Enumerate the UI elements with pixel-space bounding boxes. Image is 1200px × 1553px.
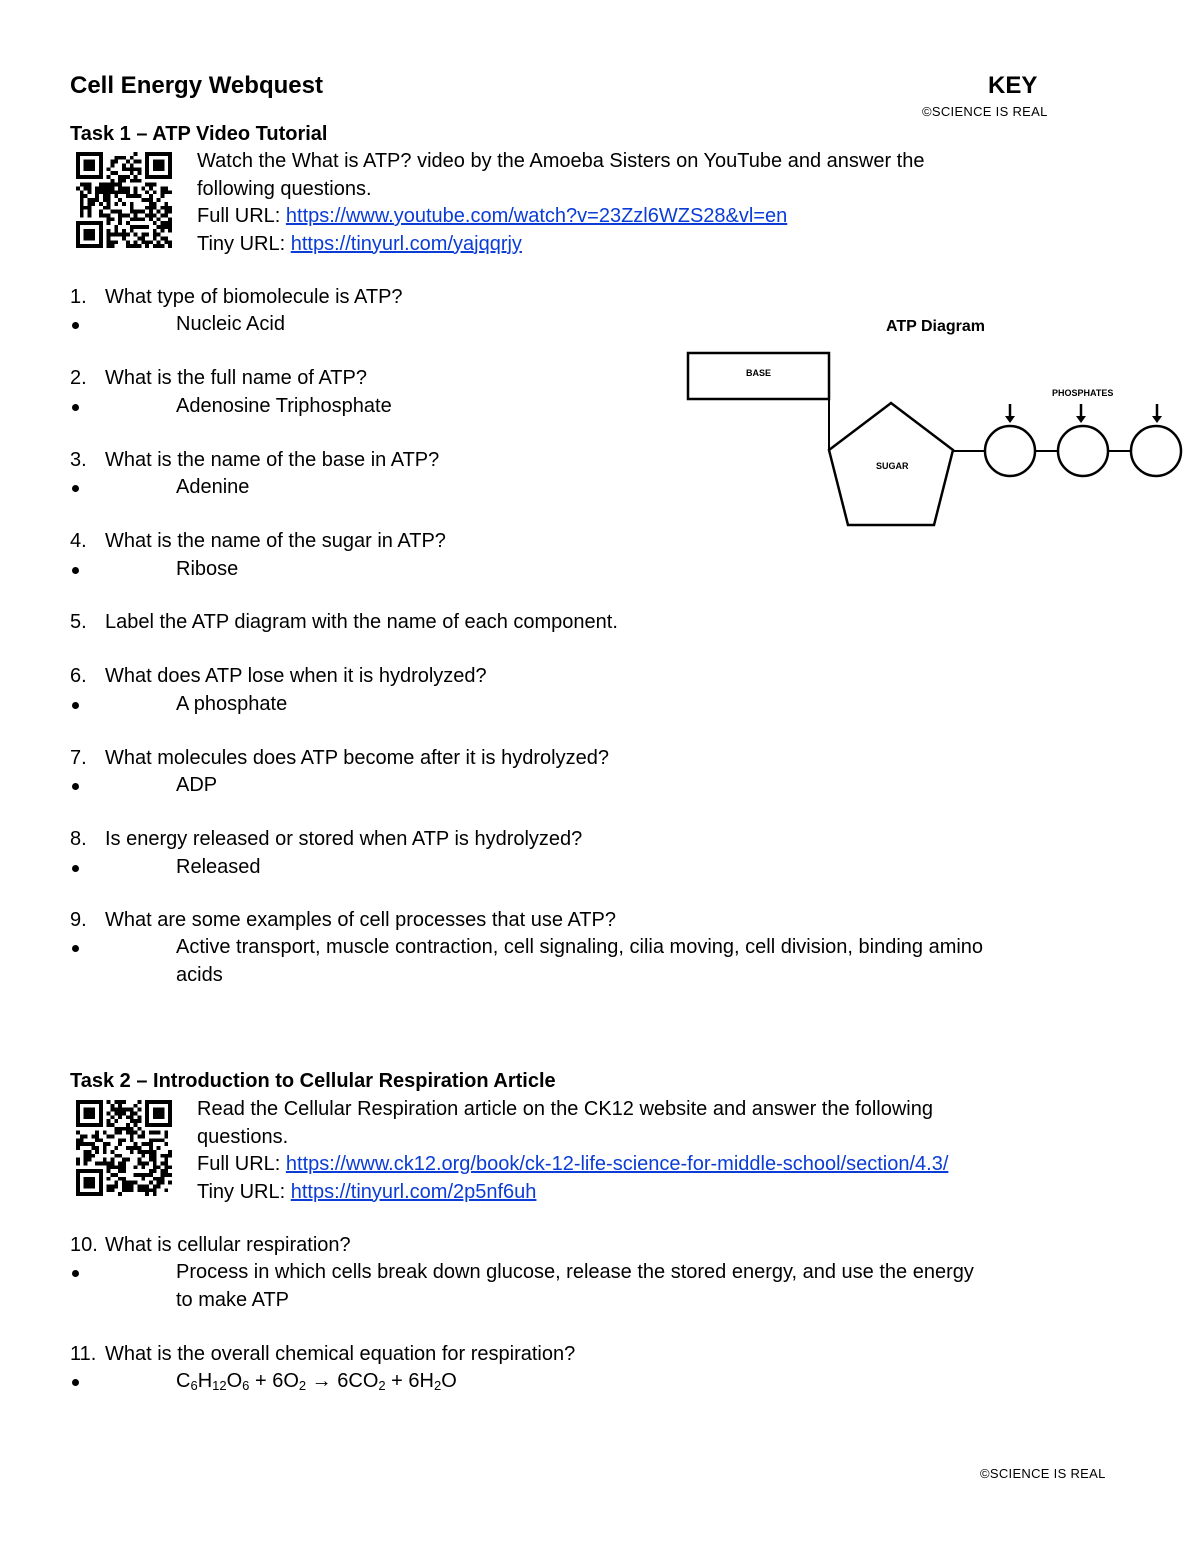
answer-text: Ribose — [176, 558, 239, 580]
right-arrow-icon: → — [306, 1370, 338, 1392]
bullet-icon — [72, 1379, 79, 1386]
diagram-title: ATP Diagram — [886, 318, 985, 335]
answer-text — [176, 1259, 1136, 1314]
question-text: What does ATP lose when it is hydrolyzed? — [105, 665, 487, 687]
eq-subscript: 12 — [212, 1378, 227, 1393]
tiny-url-label: Tiny URL: — [197, 232, 291, 255]
phosphate-circle — [1058, 426, 1108, 476]
atp-diagram — [680, 345, 1190, 535]
question-text: What is the overall chemical equation for respiration? — [105, 1343, 576, 1365]
question-number: 4. — [70, 530, 87, 552]
phosphate-circle — [1131, 426, 1181, 476]
question-text: What type of biomolecule is ATP? — [105, 286, 403, 308]
bullet-icon — [72, 1270, 79, 1277]
bullet-icon — [72, 783, 79, 790]
answer-text: Released — [176, 856, 261, 878]
eq-subscript: 6 — [190, 1378, 198, 1393]
task1-intro — [197, 148, 1097, 258]
question-11 — [70, 1341, 770, 1369]
phosphates-label: PHOSPHATES — [1052, 388, 1114, 398]
bullet-icon — [72, 945, 79, 952]
answer-text: Adenosine Triphosphate — [176, 395, 392, 417]
eq-part: + 6O — [249, 1370, 299, 1392]
question-8 — [70, 826, 770, 854]
eq-part: O — [226, 1370, 243, 1392]
question-6 — [70, 663, 770, 691]
full-url-label: Full URL: — [197, 1153, 286, 1175]
answer-text: A phosphate — [176, 693, 288, 715]
bullet-icon — [72, 322, 79, 329]
answer-line: Process in which cells break down glucose, release the stored energy, and use the energy — [176, 1261, 974, 1283]
ck12-tiny-link[interactable]: https://tinyurl.com/2p5nf6uh — [290, 1180, 537, 1203]
question-number: 6. — [70, 665, 87, 687]
eq-part: O — [441, 1370, 457, 1392]
qr-code-ck12 — [76, 1100, 172, 1196]
question-2 — [70, 365, 670, 393]
down-arrow-icon — [1076, 404, 1086, 423]
question-number: 10. — [70, 1234, 98, 1256]
answer-9 — [72, 934, 1052, 990]
task2-intro-line1: Read the Cellular Respiration article on the CK12 website and answer the following — [197, 1098, 933, 1120]
question-1 — [70, 284, 670, 312]
bullet-icon — [72, 702, 79, 709]
tiny-url-label: Tiny URL: — [197, 1180, 291, 1203]
down-arrow-icon — [1005, 404, 1015, 423]
chemical-equation — [176, 1368, 1156, 1400]
eq-subscript: 2 — [298, 1378, 307, 1393]
task1-full-url-row — [197, 203, 1097, 231]
task2-intro — [197, 1096, 1157, 1206]
page-title: Cell Energy Webquest — [70, 72, 323, 99]
task1-tiny-url-row — [197, 231, 1097, 259]
eq-subscript: 2 — [433, 1378, 442, 1393]
question-3 — [70, 447, 670, 475]
question-text: What is cellular respiration? — [105, 1234, 351, 1256]
key-label: KEY — [988, 72, 1038, 99]
question-number: 2. — [70, 367, 87, 389]
question-text: What is the name of the base in ATP? — [105, 449, 440, 471]
question-text: What is the full name of ATP? — [105, 367, 367, 389]
answer-text — [176, 934, 1136, 989]
question-number: 5. — [70, 611, 87, 633]
question-number: 9. — [70, 909, 87, 931]
qr-code-youtube — [76, 152, 172, 248]
question-5 — [70, 609, 770, 637]
copyright-top: ©SCIENCE IS REAL — [922, 104, 1048, 119]
question-9 — [70, 907, 770, 935]
bullet-icon — [72, 865, 79, 872]
question-text: What molecules does ATP become after it is hydrolyzed? — [105, 747, 609, 769]
bullet-icon — [72, 485, 79, 492]
answer-text: Nucleic Acid — [176, 313, 285, 335]
task2-heading: Task 2 – Introduction to Cellular Respiration Article — [70, 1070, 556, 1092]
answer-10 — [72, 1259, 1052, 1315]
task1-intro-line1: Watch the What is ATP? video by the Amoeba Sisters on YouTube and answer the — [197, 150, 925, 172]
answer-text: ADP — [176, 774, 218, 796]
eq-subscript: 2 — [378, 1378, 386, 1393]
question-number: 7. — [70, 747, 87, 769]
sugar-label: SUGAR — [876, 461, 909, 471]
question-number: 8. — [70, 828, 87, 850]
eq-part: + 6H — [385, 1370, 434, 1392]
eq-part: C — [176, 1370, 191, 1392]
question-number: 1. — [70, 286, 87, 308]
question-text: Is energy released or stored when ATP is hydrolyzed? — [105, 828, 583, 850]
full-url-label: Full URL: — [197, 205, 286, 227]
task2-tiny-url-row — [197, 1179, 1157, 1207]
eq-part: H — [197, 1370, 213, 1392]
answer-line: to make ATP — [176, 1288, 290, 1311]
eq-part: 6CO — [337, 1370, 379, 1392]
down-arrow-icon — [1152, 404, 1162, 423]
copyright-bottom: ©SCIENCE IS REAL — [980, 1466, 1106, 1481]
question-4 — [70, 528, 670, 556]
task2-intro-line2: questions. — [197, 1125, 289, 1148]
answer-line: acids — [176, 963, 223, 986]
question-number: 11. — [70, 1343, 97, 1365]
youtube-full-link[interactable]: https://www.youtube.com/watch?v=23Zzl6WZS28&vl=en — [285, 205, 788, 227]
answer-line: Active transport, muscle contraction, cell signaling, cilia moving, cell division, binding amino — [176, 936, 984, 958]
task1-intro-line2: following questions. — [197, 177, 372, 200]
ck12-full-link[interactable]: https://www.ck12.org/book/ck-12-life-science-for-middle-school/section/4.3/ — [285, 1153, 949, 1175]
bullet-icon — [72, 404, 79, 411]
question-10 — [70, 1232, 770, 1260]
phosphate-circle — [985, 426, 1035, 476]
answer-text: Adenine — [176, 476, 250, 498]
task1-heading: Task 1 – ATP Video Tutorial — [70, 123, 328, 145]
question-7 — [70, 745, 770, 773]
question-number: 3. — [70, 449, 87, 471]
question-text: Label the ATP diagram with the name of each component. — [105, 611, 618, 633]
eq-subscript: 6 — [242, 1378, 250, 1393]
question-text: What is the name of the sugar in ATP? — [105, 530, 446, 552]
bullet-icon — [72, 567, 79, 574]
task2-full-url-row — [197, 1151, 1157, 1179]
base-label: BASE — [746, 368, 772, 378]
question-text: What are some examples of cell processes that use ATP? — [105, 909, 616, 931]
youtube-tiny-link[interactable]: https://tinyurl.com/yajqqrjy — [290, 232, 522, 255]
